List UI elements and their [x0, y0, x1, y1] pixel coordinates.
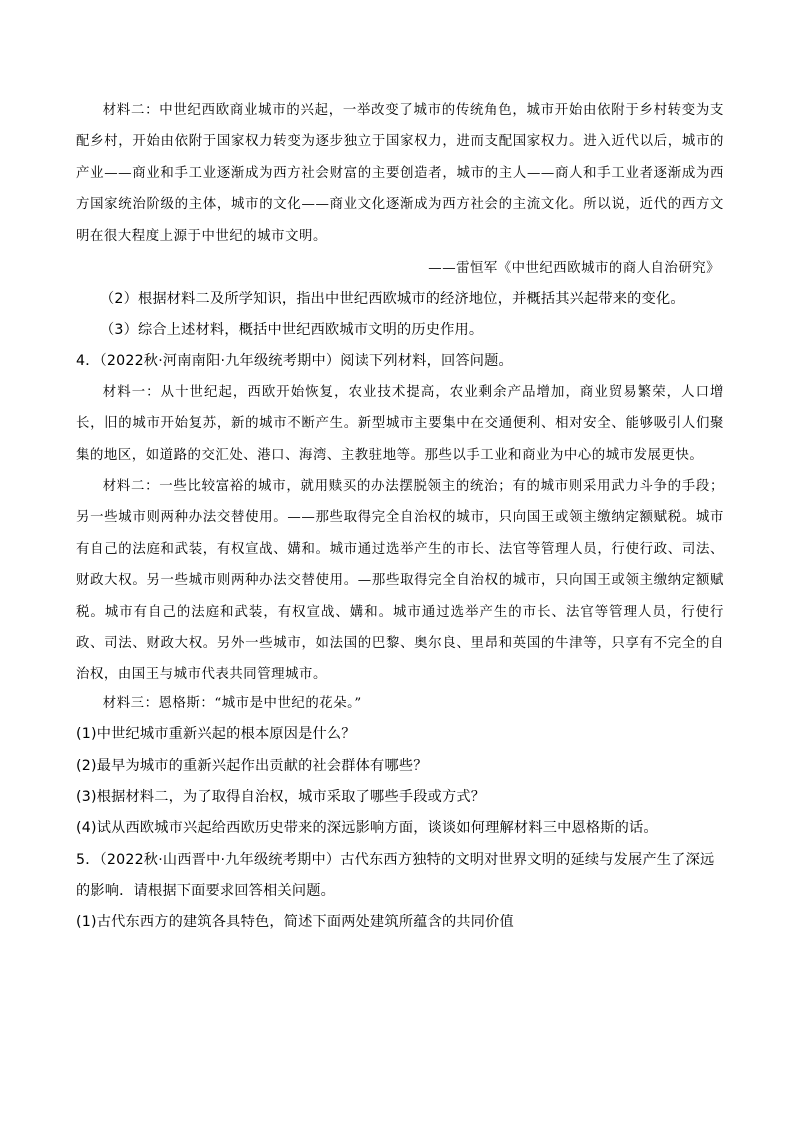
q4-material-3-block — [76, 688, 724, 719]
q4-material-2-text: 材料二：一些比较富裕的城市，就用赎买的办法摆脱领主的统治；有的城市则采用武力斗争的手段；另一些城市则两种办法交替使用。——那些取得完全自治权的城市，只向国王或领主缴纳定额赋税。城市有自己的法庭和武装，有权宣战、媾和。城市通过选举产生的市长、法官等管理人员，行使行政、司法、财政大权。另一些城市则两种办法交替使用。—那些取得完全自治权的城市，只向国王或领主缴纳定额赋税。城市有自己的法庭和武装，有权宣战、媾和。城市通过选举产生的市长、法官等管理人员，行使行政、司法、财政大权。另外一些城市，如法国的巴黎、奥尔良、里昂和英国的牛津等，只享有不完全的自治权，由国王与城市代表共同管理城市。 — [76, 479, 724, 683]
q4-material-3-text: 材料三：恩格斯：“城市是中世纪的花朵。” — [102, 696, 362, 711]
question-5-stem: 5．（2022秋·山西晋中·九年级统考期中）古代东西方独特的文明对世界文明的延续与发展产生了深远的影响．请根据下面要求回答相关问题。 — [76, 852, 715, 900]
question-5-sub-1: (1)古代东西方的建筑各具特色，简述下面两处建筑所蕴含的共同价值 — [76, 914, 514, 930]
question-3-sub-3: （3）综合上述材料，概括中世纪西欧城市文明的历史作用。 — [100, 322, 484, 338]
question-4-stem: 4．（2022秋·河南南阳·九年级统考期中）阅读下列材料，回答问题。 — [76, 353, 513, 369]
q4-material-1-text: 材料一：从十世纪起，西欧开始恢复，农业技术提高，农业剩余产品增加，商业贸易繁荣，人口增长，旧的城市开始复苏，新的城市不断产生。新型城市主要集中在交通便利、相对安全、能够吸引人们聚集的地区，如道路的交汇处、港口、海湾、主教驻地等。那些以手工业和商业为中心的城市发展更快。 — [76, 385, 724, 463]
material-2-block — [76, 95, 724, 252]
question-4-sub-1: (1)中世纪城市重新兴起的根本原因是什么？ — [76, 726, 356, 742]
question-4-sub-3: (3)根据材料二，为了取得自治权，城市采取了哪些手段或方式？ — [76, 789, 486, 805]
material-2-source: ——雷恒军《中世纪西欧城市的商人自治研究》 — [428, 261, 720, 276]
question-3-sub-2: （2）根据材料二及所学知识，指出中世纪西欧城市的经济地位，并概括其兴起带来的变化。 — [100, 291, 685, 307]
material-2-text: 材料二：中世纪西欧商业城市的兴起，一举改变了城市的传统角色，城市开始由依附于乡村转变为支配乡村，开始由依附于国家权力转变为逐步独立于国家权力，进而支配国家权力。进入近代以后，城市的产业——商业和手工业逐渐成为西方社会财富的主要创造者，城市的主人——商人和手工业者逐渐成为西方国家统治阶级的主体，城市的文化——商业文化逐渐成为西方社会的主流文化。所以说，近代的西方文明在很大程度上源于中世纪的城市文明。 — [76, 103, 724, 244]
question-4-sub-4: (4)试从西欧城市兴起给西欧历史带来的深远影响方面，谈谈如何理解材料三中恩格斯的话。 — [76, 820, 658, 836]
q4-material-1-block — [76, 377, 724, 471]
q4-material-2-block — [76, 471, 724, 691]
question-4-sub-2: (2)最早为城市的重新兴起作出贡献的社会群体有哪些？ — [76, 758, 428, 774]
